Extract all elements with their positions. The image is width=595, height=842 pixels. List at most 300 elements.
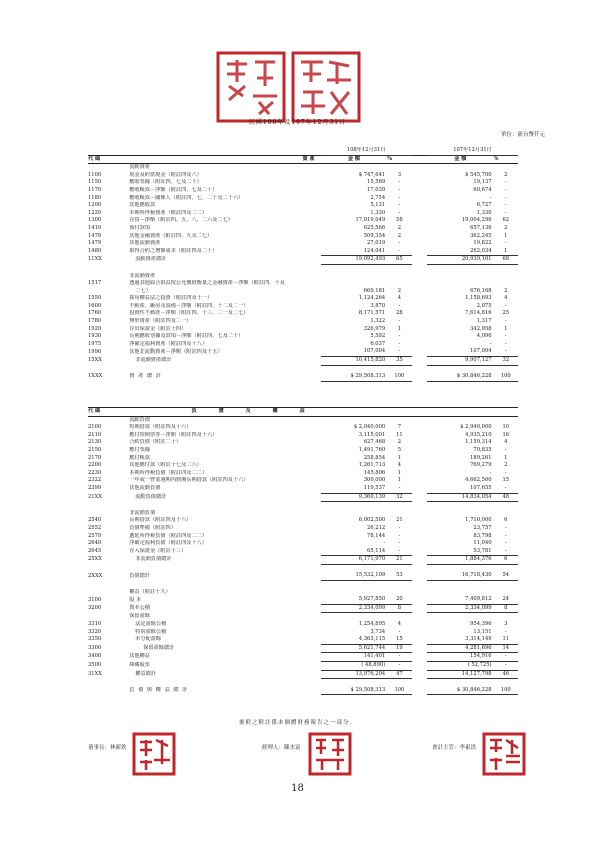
chairman-signature: 董事長：林新欽 bbox=[88, 745, 127, 751]
percent-2018: 54 bbox=[494, 572, 518, 580]
amount-2018: 70,835 bbox=[473, 446, 492, 453]
account-name: 負債總計 bbox=[129, 572, 150, 579]
percent-2019: 4 bbox=[397, 462, 402, 469]
account-name: 取得合約之增額成本（附註四及二十） bbox=[129, 247, 218, 254]
amount-2018: 1,158,693 bbox=[465, 295, 492, 302]
account-code: 2100 bbox=[88, 424, 102, 431]
section-heading-row bbox=[88, 416, 518, 424]
table-row bbox=[88, 470, 518, 478]
account-name: 不動產、廠房及設備－淨額（附註四、十二及二一） bbox=[129, 302, 249, 309]
pct-header: % bbox=[494, 155, 518, 164]
percent-2018: 2 bbox=[504, 171, 508, 178]
table-row bbox=[88, 225, 518, 233]
spacer-row bbox=[88, 679, 518, 687]
amount-2019: 509,354 bbox=[363, 232, 386, 239]
amount-2019: 5,927,850 bbox=[321, 596, 387, 604]
account-name: 資本公積 bbox=[129, 604, 150, 611]
percent-2019: 20 bbox=[387, 596, 411, 604]
percent-2018: 1 bbox=[504, 325, 508, 332]
pct-header: % bbox=[387, 155, 411, 164]
percent-2019: 21 bbox=[387, 556, 411, 565]
percent-2018: - bbox=[504, 186, 507, 193]
account-code bbox=[88, 687, 121, 695]
amount-2018: ( 52,725) bbox=[427, 662, 493, 671]
account-code: 3310 bbox=[88, 621, 102, 628]
amount-2018: 19,004,296 bbox=[461, 217, 492, 224]
spacer-row bbox=[88, 264, 518, 272]
percent-2019 bbox=[387, 613, 411, 621]
amount-2018 bbox=[427, 280, 493, 288]
spacer-row bbox=[88, 581, 518, 589]
percent-2019: - bbox=[387, 662, 411, 671]
table-row bbox=[88, 310, 518, 318]
amount-2019: 1,261,713 bbox=[358, 462, 386, 469]
account-name: 應收帳款－關係人（附註四、七、二十及二十六） bbox=[129, 194, 244, 201]
percent-2019: 5 bbox=[397, 446, 402, 453]
account-name: 其他流動負債 bbox=[129, 485, 161, 492]
amount-2018: 11,040 bbox=[473, 540, 492, 547]
account-name: 存貨－淨額（附註四、五、八、二六及二七） bbox=[129, 217, 233, 224]
percent-2018: 100 bbox=[494, 373, 518, 381]
percent-2019: 15 bbox=[387, 636, 411, 644]
amount-2018: 676,168 bbox=[470, 287, 492, 294]
amount-2019: 9,360,139 bbox=[321, 493, 387, 502]
account-name: 透過其他綜合損益按公允價值衡量之金融資產－淨額（附註四、十及 bbox=[129, 280, 285, 287]
amount-2019: 10,415,820 bbox=[321, 357, 387, 366]
amount-2018: 2,334,099 bbox=[427, 604, 493, 613]
table-row bbox=[88, 326, 518, 334]
account-code: 2XXX bbox=[88, 572, 103, 579]
spacer-row bbox=[88, 564, 518, 572]
account-code: 2130 bbox=[88, 439, 102, 446]
table-row bbox=[88, 187, 518, 195]
account-name: 未分配盈餘 bbox=[135, 636, 162, 643]
percent-2018: - bbox=[504, 333, 507, 340]
amount-2018: 1,710,000 bbox=[465, 517, 492, 524]
percent-2019: 47 bbox=[387, 670, 411, 679]
amount-2019: 326,979 bbox=[363, 325, 386, 332]
account-name: 其他金融資產（附註四、九及二七） bbox=[129, 232, 213, 239]
account-code: 1600 bbox=[88, 302, 102, 309]
percent-2018: 14 bbox=[494, 644, 518, 653]
percent-2018: 4 bbox=[504, 439, 508, 446]
account-name: 淨確定福利負債（附註四及十八） bbox=[129, 540, 208, 547]
amount-2018: 4,935,210 bbox=[465, 431, 492, 438]
table-row bbox=[88, 662, 518, 671]
percent-2018: - bbox=[504, 240, 507, 247]
section-heading-row bbox=[88, 589, 518, 597]
account-name: 流動負債總計 bbox=[135, 493, 167, 500]
code-header: 代 碼 bbox=[88, 155, 121, 164]
percent-2019: - bbox=[398, 524, 401, 531]
amount-2019: 15,569 bbox=[367, 179, 386, 186]
account-code: 1517 bbox=[88, 280, 102, 287]
amount-2019: 17,019,049 bbox=[355, 217, 386, 224]
percent-2019: - bbox=[398, 532, 401, 539]
percent-2019: 100 bbox=[387, 687, 411, 695]
account-name: 應付短期票券－淨額（附註四及十六） bbox=[129, 431, 218, 438]
amount-2018: $ 2,940,000 bbox=[460, 424, 492, 431]
percent-2019: 28 bbox=[396, 310, 403, 317]
percent-2019: 65 bbox=[387, 256, 411, 265]
amount-2019: $ 747,641 bbox=[358, 171, 386, 178]
table-row bbox=[88, 653, 518, 662]
account-code: 1100 bbox=[88, 171, 102, 178]
account-code: 2570 bbox=[88, 532, 102, 539]
amount-2018: 53,781 bbox=[427, 548, 493, 556]
amount-2019: 3,734 bbox=[370, 628, 386, 635]
amount-2019: 258,854 bbox=[363, 454, 386, 461]
percent-2019: 8 bbox=[387, 604, 411, 613]
section-heading: 非流動資產 bbox=[129, 272, 156, 279]
amount-2018: 154,916 bbox=[427, 653, 493, 662]
account-name: 採用權益法之投資（附註四及十一） bbox=[129, 295, 213, 302]
account-code: 1479 bbox=[88, 240, 102, 247]
account-code: 11XX bbox=[88, 256, 102, 263]
account-name: 應付帳款 bbox=[129, 454, 150, 461]
account-code: 2230 bbox=[88, 469, 102, 476]
account-code: 1XXX bbox=[88, 373, 103, 380]
percent-2019: - bbox=[398, 194, 401, 201]
account-name: 其他應收款 bbox=[129, 202, 156, 209]
percent-2019 bbox=[387, 280, 411, 288]
amount-2018: 769,279 bbox=[470, 462, 492, 469]
amount-2019: 119,537 bbox=[321, 485, 387, 493]
percent-2019: 2 bbox=[397, 287, 402, 294]
account-name: 短期借款（附註四及十六） bbox=[129, 424, 192, 431]
account-name: 負債準備（附註四） bbox=[129, 524, 176, 531]
account-name: 預付款項 bbox=[129, 224, 150, 231]
amount-2018: 16,718,430 bbox=[427, 572, 493, 580]
table-row bbox=[88, 525, 518, 533]
percent-2019: 11 bbox=[396, 431, 403, 438]
percent-2019: 3 bbox=[397, 171, 402, 178]
account-code: 2640 bbox=[88, 540, 102, 547]
amount-2019: 2,334,099 bbox=[321, 604, 387, 613]
percent-2019: 2 bbox=[397, 439, 402, 446]
table-row bbox=[88, 256, 518, 265]
amount-2019: 625,566 bbox=[363, 224, 386, 231]
account-code: 3320 bbox=[88, 628, 102, 635]
account-code: 1410 bbox=[88, 224, 102, 231]
amount-2018: 83,798 bbox=[473, 532, 492, 539]
percent-2019: 4 bbox=[397, 295, 402, 302]
percent-2018: - bbox=[494, 485, 518, 493]
amount-2019: 141,401 bbox=[321, 653, 387, 662]
table-row bbox=[88, 295, 518, 303]
account-name: 資 產 總 計 bbox=[129, 373, 162, 380]
assets-header-row bbox=[88, 155, 518, 164]
percent-2019: 2 bbox=[397, 232, 402, 239]
amount-2018: 20,939,101 bbox=[427, 256, 493, 265]
percent-2018: 2 bbox=[504, 287, 508, 294]
amount-2019: 13,976,204 bbox=[321, 670, 387, 679]
percent-2019: 4 bbox=[397, 621, 402, 628]
page-number: 18 bbox=[291, 783, 304, 794]
percent-2018: 46 bbox=[494, 670, 518, 679]
amount-2018: 4,281,696 bbox=[427, 644, 493, 653]
amount-2019: 5,131 bbox=[370, 202, 386, 209]
company-seal bbox=[215, 50, 365, 125]
account-name: 二七） bbox=[135, 287, 151, 294]
percent-2019: 1 bbox=[397, 469, 402, 476]
amount-2018: 954,396 bbox=[470, 621, 492, 628]
amount-2019: 65,114 bbox=[321, 548, 387, 556]
percent-2019: - bbox=[387, 248, 411, 256]
table-row bbox=[88, 596, 518, 604]
percent-2019: 35 bbox=[387, 357, 411, 366]
account-name: 流動資產總計 bbox=[135, 256, 167, 263]
table-row bbox=[88, 233, 518, 241]
percent-2019: - bbox=[398, 179, 401, 186]
amount-2019: 145,806 bbox=[363, 469, 386, 476]
percent-2018: 2 bbox=[504, 462, 508, 469]
percent-2019: - bbox=[387, 348, 411, 356]
table-row bbox=[88, 240, 518, 248]
spacer-row bbox=[88, 365, 518, 373]
account-name: 其他流動資產 bbox=[129, 240, 161, 247]
amount-2018: $ 30,846,228 bbox=[427, 373, 493, 381]
accountant-signature: 會計主管：李東洪 bbox=[432, 745, 477, 751]
amount-2018: 107,004 bbox=[427, 348, 493, 356]
account-name: 應收帳款－淨額（附註四、七及二十） bbox=[129, 186, 218, 193]
table-row bbox=[88, 333, 518, 341]
amount-2018: 19,137 bbox=[473, 179, 492, 186]
table-row bbox=[88, 462, 518, 470]
amount-2018: 7,614,816 bbox=[465, 310, 492, 317]
account-name: 庫藏股票 bbox=[129, 662, 150, 668]
account-name: 非流動資產總計 bbox=[135, 357, 172, 364]
account-name: 存出保證金（附註十四） bbox=[129, 325, 187, 332]
amount-2018: 362,245 bbox=[470, 232, 492, 239]
percent-2018: 1 bbox=[504, 454, 508, 461]
amount-2019: 1,491,760 bbox=[358, 446, 386, 453]
table-row bbox=[88, 288, 518, 296]
manager-seal bbox=[308, 732, 352, 776]
percent-2018: - bbox=[504, 194, 507, 201]
amount-2019: 627,468 bbox=[363, 439, 386, 446]
percent-2018 bbox=[494, 280, 518, 288]
amount-2019: 19,092,493 bbox=[321, 256, 387, 265]
amount-2019: 8,171,571 bbox=[358, 310, 386, 317]
amount-2019: - bbox=[383, 540, 386, 547]
amount-2019: $ 29,508,313 bbox=[321, 687, 387, 695]
table-row bbox=[88, 318, 518, 326]
account-code: 1170 bbox=[88, 186, 102, 193]
table-row bbox=[88, 439, 518, 447]
table-row bbox=[88, 195, 518, 203]
account-name: 投資性不動產－淨額（附註四、十三、二一及二七） bbox=[129, 310, 249, 317]
amount-2019: 1,330 bbox=[370, 209, 386, 216]
amount-2018: 1,159,314 bbox=[465, 439, 492, 446]
account-name: 負 債 與 權 益 總 計 bbox=[129, 687, 189, 694]
percent-2019: 32 bbox=[387, 493, 411, 502]
amount-2018: 2,075 bbox=[476, 302, 492, 309]
table-row bbox=[88, 621, 518, 629]
section-heading: 流動資產 bbox=[129, 164, 150, 171]
account-code: 2322 bbox=[88, 477, 102, 484]
amount-2019: 27,019 bbox=[367, 240, 386, 247]
account-name: 特別盈餘公積 bbox=[135, 628, 167, 635]
amount-2019: 26,212 bbox=[367, 524, 386, 531]
percent-2018: 25 bbox=[502, 310, 510, 317]
amount-2018: 657,136 bbox=[470, 224, 492, 231]
percent-2018: 8 bbox=[494, 604, 518, 613]
percent-2019: - bbox=[398, 628, 401, 635]
percent-2018: - bbox=[504, 446, 507, 453]
amount-2019: 6,037 bbox=[370, 340, 386, 347]
amount-2019: 6,002,500 bbox=[358, 517, 386, 524]
account-code: 21XX bbox=[88, 493, 102, 500]
percent-2019: 21 bbox=[396, 517, 403, 524]
year-2018-label: 107年12月31日 bbox=[427, 147, 518, 155]
account-name: 其他應付款（附註十七及二六） bbox=[129, 462, 202, 469]
table-row bbox=[88, 540, 518, 548]
manager-signature: 經理人：陳水富 bbox=[262, 745, 301, 751]
section-heading: 非流動負債 bbox=[129, 509, 156, 516]
accountant-seal bbox=[482, 732, 526, 776]
percent-2018: 2 bbox=[504, 224, 508, 231]
percent-2018: 48 bbox=[494, 493, 518, 502]
amount-2019 bbox=[321, 613, 387, 621]
amount-2019: 6,171,970 bbox=[321, 556, 387, 565]
percent-2018: - bbox=[504, 628, 507, 635]
account-code: 2170 bbox=[88, 454, 102, 461]
amount-2018: $ 30,846,228 bbox=[427, 687, 493, 695]
account-name: 保留盈餘 bbox=[129, 613, 150, 620]
amount-2018: - bbox=[489, 469, 492, 476]
table-row bbox=[88, 280, 518, 288]
table-row bbox=[88, 424, 518, 432]
account-name: 股 本 bbox=[129, 596, 142, 603]
account-code: 31XX bbox=[88, 670, 102, 677]
amount-2019: 5,592 bbox=[370, 333, 386, 340]
table-row bbox=[88, 357, 518, 366]
liabilities-header-row bbox=[88, 408, 518, 417]
account-code: 3350 bbox=[88, 636, 102, 643]
amount-2018 bbox=[427, 613, 493, 621]
amount-2018: - bbox=[489, 194, 492, 201]
percent-2018 bbox=[494, 613, 518, 621]
amount-2018: - bbox=[489, 340, 492, 347]
account-code: 2552 bbox=[88, 524, 102, 531]
account-name: 長期借款（附註四及十六） bbox=[129, 517, 192, 524]
table-row bbox=[88, 172, 518, 180]
account-name: 應收票據（附註四、七及二十） bbox=[129, 179, 202, 186]
amount-2019: 1,322 bbox=[370, 318, 386, 325]
percent-2019: 2 bbox=[397, 224, 402, 231]
percent-2018: 15 bbox=[502, 477, 510, 484]
account-code: 2150 bbox=[88, 446, 102, 453]
account-code: 3200 bbox=[88, 604, 102, 611]
table-row bbox=[88, 629, 518, 637]
amount-2018: 19,822 bbox=[473, 240, 492, 247]
amount-2018: 3,314,149 bbox=[427, 636, 493, 644]
percent-2019: - bbox=[398, 302, 401, 309]
section-heading-row bbox=[88, 164, 518, 172]
table-row bbox=[88, 447, 518, 455]
liabilities-equity-table bbox=[88, 407, 518, 695]
percent-2019: - bbox=[398, 240, 401, 247]
percent-2018: 100 bbox=[494, 687, 518, 695]
account-code: 25XX bbox=[88, 556, 102, 563]
percent-2019: - bbox=[398, 318, 401, 325]
account-name: 遞延所得稅負債（附註四及二二） bbox=[129, 532, 208, 539]
percent-2018: 1 bbox=[494, 248, 518, 256]
percent-2019: - bbox=[387, 485, 411, 493]
amount-2019: 300,000 bbox=[363, 477, 386, 484]
percent-2019: 7 bbox=[397, 424, 402, 431]
amount-2018: 1,330 bbox=[476, 209, 492, 216]
amount-2018: 107,655 bbox=[427, 485, 493, 493]
account-code bbox=[88, 288, 121, 296]
account-code: 1920 bbox=[88, 325, 102, 332]
table-row bbox=[88, 556, 518, 565]
percent-2018: - bbox=[504, 302, 507, 309]
table-row bbox=[88, 548, 518, 556]
table-row bbox=[88, 572, 518, 580]
assets-table bbox=[88, 147, 518, 382]
percent-2019: 58 bbox=[396, 217, 403, 224]
table-row bbox=[88, 210, 518, 218]
account-code: 2110 bbox=[88, 431, 102, 438]
table-row bbox=[88, 341, 518, 349]
account-code: 15XX bbox=[88, 357, 102, 364]
percent-2018: - bbox=[504, 209, 507, 216]
percent-2018: 11 bbox=[494, 636, 518, 644]
percent-2019: 53 bbox=[387, 572, 411, 580]
table-row bbox=[88, 248, 518, 256]
table-row bbox=[88, 432, 518, 440]
account-code: 1780 bbox=[88, 318, 102, 325]
amount-2018: 4,096 bbox=[476, 333, 492, 340]
percent-2018: - bbox=[504, 340, 507, 347]
percent-2019: - bbox=[398, 209, 401, 216]
amount-2018: 60,674 bbox=[473, 186, 492, 193]
account-code: 3100 bbox=[88, 596, 102, 603]
amount-2019: ( 48,890) bbox=[321, 662, 387, 671]
percent-2018: 10 bbox=[502, 424, 510, 431]
amount-2019: 78,144 bbox=[367, 532, 386, 539]
percent-2019: - bbox=[398, 340, 401, 347]
percent-2018: 24 bbox=[494, 596, 518, 604]
amount-2018: 4,662,500 bbox=[465, 477, 492, 484]
table-row bbox=[88, 217, 518, 225]
account-name: 現金及約當現金（附註四及六） bbox=[129, 171, 202, 178]
account-name: 其他非流動資產－淨額（附註四及十五） bbox=[129, 348, 223, 355]
amount-2019: 3,870 bbox=[370, 302, 386, 309]
amount-2019: 1,254,895 bbox=[358, 621, 386, 628]
amount-2018: 189,261 bbox=[470, 454, 492, 461]
account-name: 無形資產（附註四及二一） bbox=[129, 318, 192, 325]
code-header: 代 碼 bbox=[88, 408, 121, 417]
amount-2019: $ 2,040,000 bbox=[353, 424, 386, 431]
percent-2019: - bbox=[387, 548, 411, 556]
percent-2018: 3 bbox=[504, 621, 508, 628]
percent-2019: - bbox=[387, 653, 411, 662]
table-row bbox=[88, 348, 518, 356]
percent-2019: 1 bbox=[397, 454, 402, 461]
amount-2018: 14,834,054 bbox=[427, 493, 493, 502]
account-code: 1300 bbox=[88, 217, 102, 224]
percent-2018: - bbox=[504, 318, 507, 325]
percent-2018: 6 bbox=[494, 556, 518, 565]
amount-2019 bbox=[321, 280, 387, 288]
percent-2018: 32 bbox=[494, 357, 518, 366]
amount-2018: 342,958 bbox=[470, 325, 492, 332]
percent-2018: - bbox=[494, 348, 518, 356]
section-heading-row bbox=[88, 273, 518, 281]
